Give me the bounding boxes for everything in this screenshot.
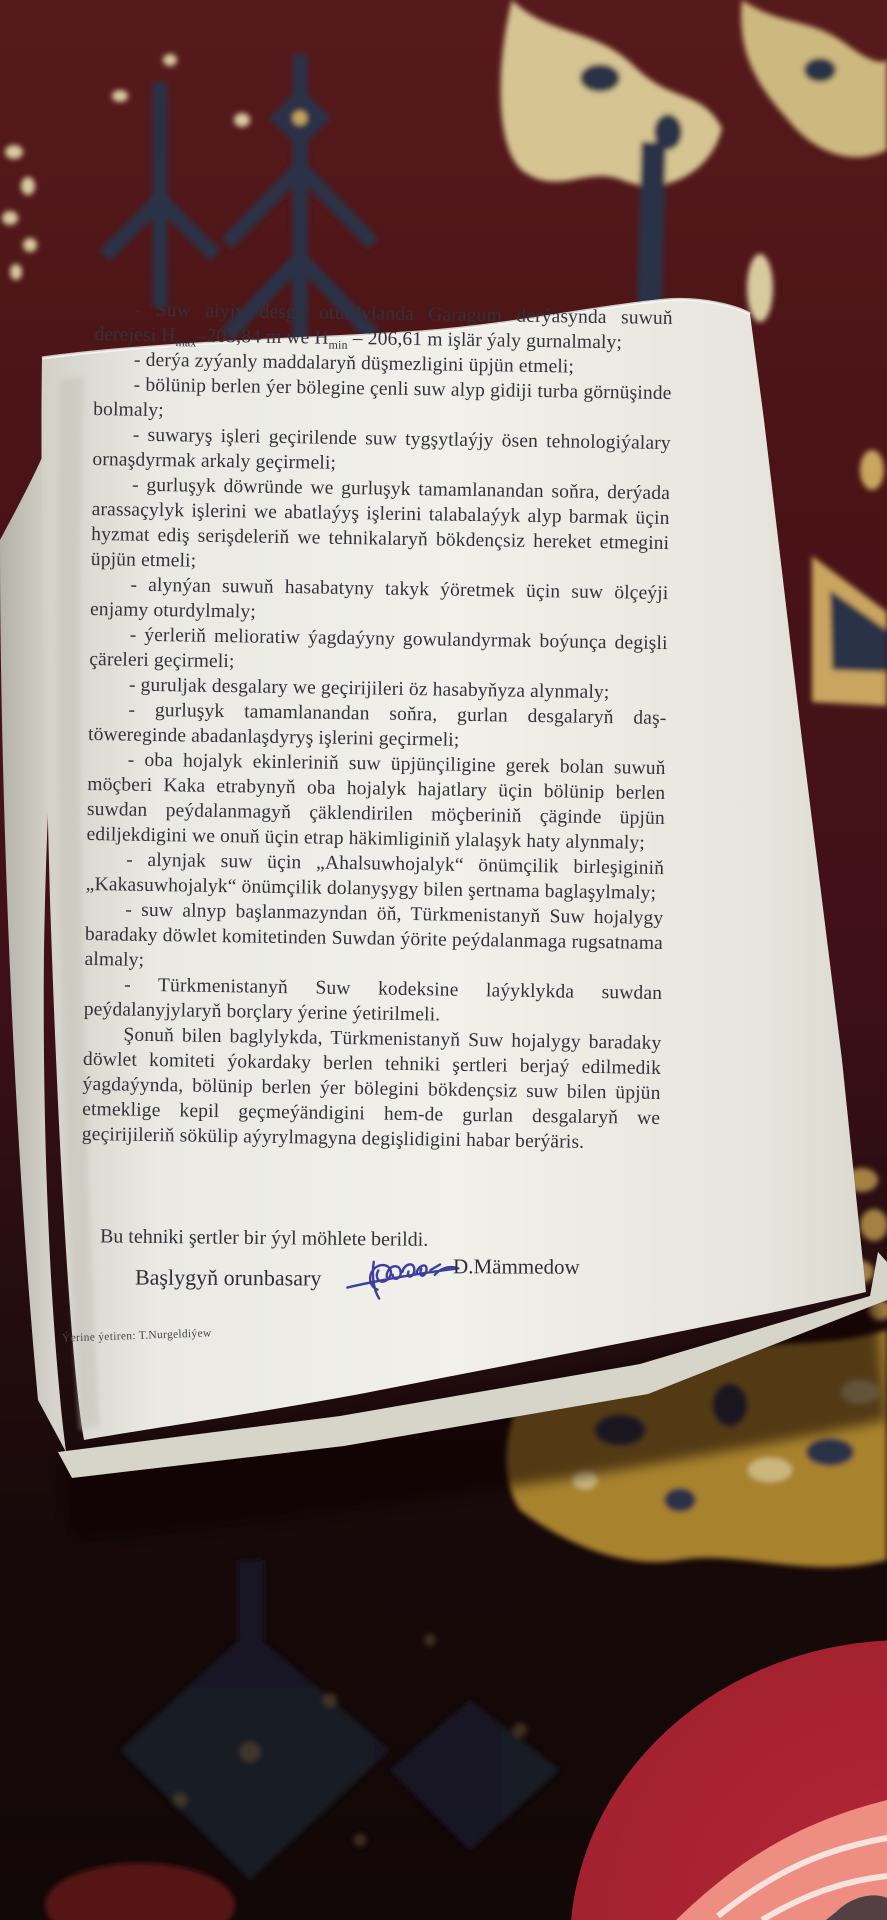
closing-line: Bu tehniki şertler bir ýyl möhlete berildi. — [99, 1225, 429, 1251]
document-paragraph: - alynjak suw üçin „Ahalsuwhojalyk“ önümçilik birleşiginiň „Kakasuwhojalyk“ önümçilik dolanyşygy bilen şertnama baglaşylmaly; — [85, 849, 665, 904]
document-paragraph: - alynýan suwuň hasabatyny takyk ýöretmek üçin suw ölçeýji enjamy oturdylmaly; — [89, 574, 669, 623]
document-paragraph: - bölünip berlen ýer bölegine çenli suw alyp gidiji turba görnüşinde bolmaly; — [93, 374, 672, 422]
document-paragraph: - Türkmenistanyň Suw kodeksine laýyklykda suwdan peýdalanyjylaryň borçlary ýerine ýetirilmeli. — [83, 974, 663, 1026]
document-body — [82, 297, 673, 1156]
document-paragraph: - suw alnyp başlanmazyndan öň, Türkmenistanyň Suw hojalygy baradaky döwlet komitetinden Suwdan ýörite peýdalanmaga rugsatnama almaly; — [84, 899, 664, 971]
signature-role: Başlygyň orunbasary — [134, 1264, 322, 1291]
document-paragraph: - oba hojalyk ekinleriniň suw üpjünçiligine gerek bolan suwuň möçberi Kaka etrabynyň oba hojalyk hajatlary üçin bölünip berlen suwdan peýdalanmagyň çäklendirilen möçberiniň çäginde üpjün ediljekdigini we onuň üçin etrap häkimliginiň ylalaşyk haty alynmaly; — [86, 749, 666, 854]
document-paragraph: - derýa zyýanly maddalaryň düşmezligini üpjün etmeli; — [133, 349, 575, 378]
executor-note: Ýerine ýetiren: T.Nurgeldiýew — [61, 1327, 212, 1345]
document-paragraph: - gurluşyk tamamlanandan soňra, gurlan desgalaryň daş-töwereginde abadanlaşdyryş işlerini geçirmeli; — [87, 699, 667, 751]
document-paragraph: - gurluşyk döwründe we gurluşyk tamamlanandan soňra, derýada arassaçylyk işlerini we abatlaýyş işlerini talabalaýyk alyp barmak üçin hyzmat ediş serişdeleriň we tehnikalaryň bökdençsiz hereket etmegini üpjün etmeli; — [90, 474, 671, 572]
signature-scribble-icon — [341, 1250, 464, 1311]
document-paragraph: Şonuň bilen baglylykda, Türkmenistanyň Suw hojalygy baradaky döwlet komiteti ýokardaky berlen tehniki şertleri berjaý edilmedik ýagdaýynda, bölünip berlen ýer bölegini bökdençsiz suw bilen üpjün etmeklige kepil geçmeýändigini hem-de gurlan desgalaryň we geçirijileriň sökülip aýyrylmagyna degişlidigini habar berýäris. — [81, 1024, 662, 1153]
signature-row — [135, 1251, 695, 1314]
document-paragraph: - Suw alyjy desga oturdylanda Garagum derýasynda suwuň derejesi $H_{max}-203,84$ m we $H_{min} - 206,61$ m işlär ýaly gurnalmaly; — [94, 299, 673, 354]
signature-name: D.Mämmedow — [453, 1254, 580, 1279]
document-paragraph: - suwaryş işleri geçirilende suw tygşytlaýjy ösen tehnologiýalary ornaşdyrmak arkaly geçirmeli; — [92, 424, 671, 474]
document-paragraph: - guruljak desgalary we geçirijileri öz hasabyňyza alynmaly; — [128, 674, 610, 704]
document-paragraph: - ýerleriň melioratiw ýagdaýyny gowulandyrmak boýunça degişli çäreleri geçirmeli; — [89, 624, 668, 673]
